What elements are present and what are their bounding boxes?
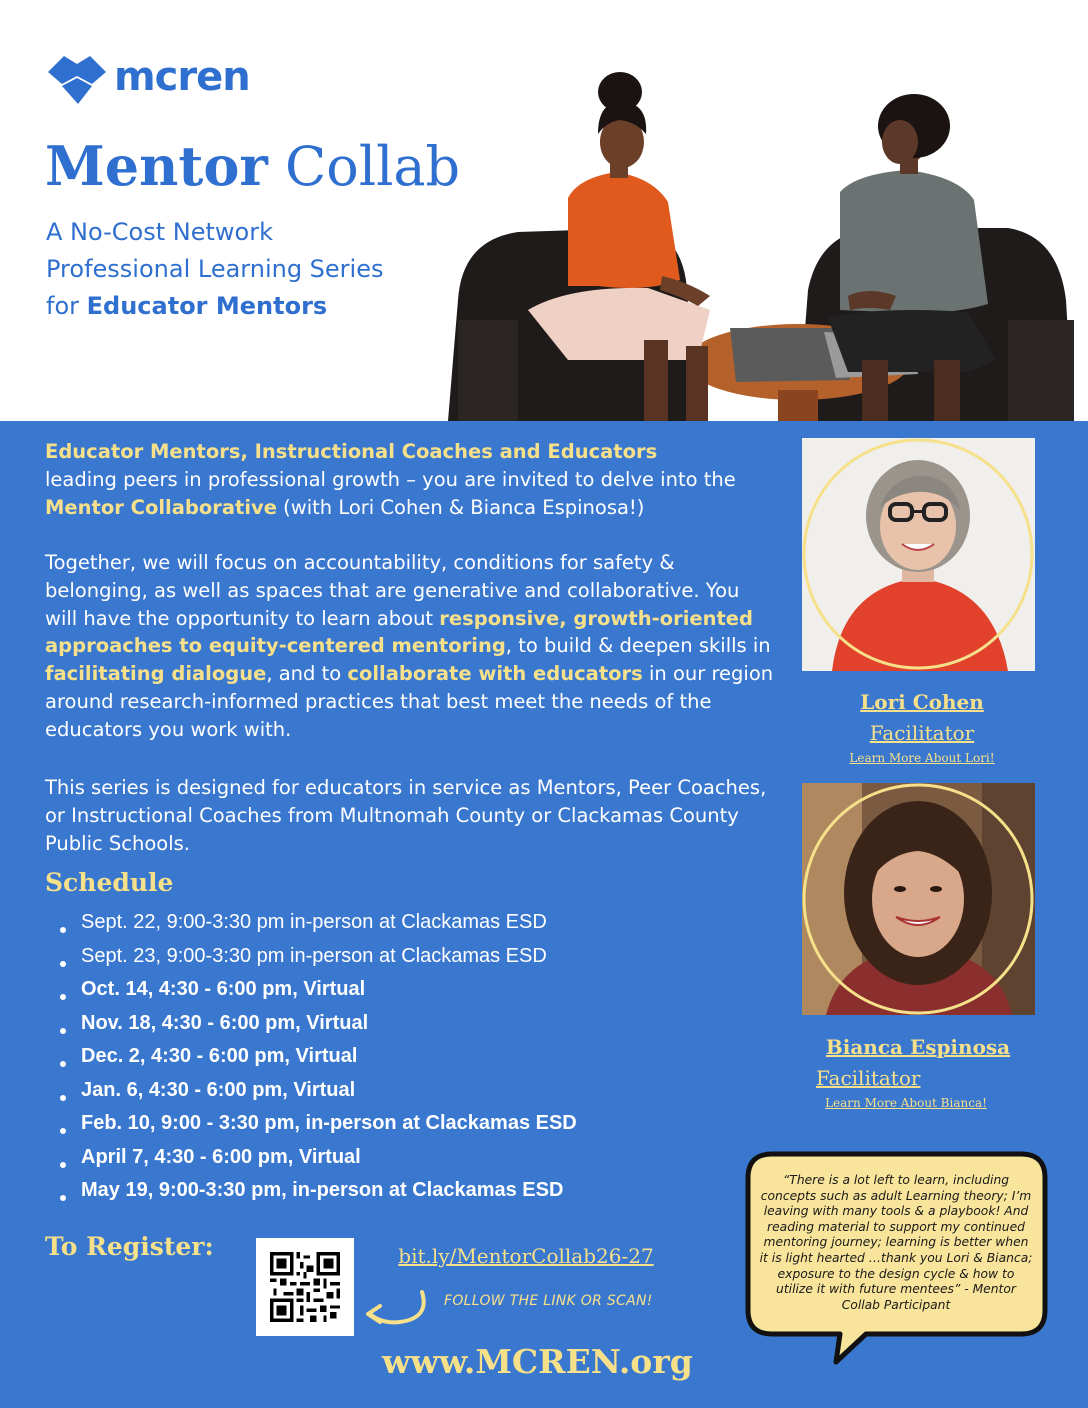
curved-arrow-icon xyxy=(360,1284,432,1330)
schedule-item: Dec. 2, 4:30 - 6:00 pm, Virtual xyxy=(58,1042,577,1076)
details-text-2: , to build & deepen skills in xyxy=(505,634,771,658)
schedule-item: May 19, 9:00-3:30 pm, in-person at Clackamas ESD xyxy=(58,1176,577,1210)
learn-more-bianca-link[interactable]: Learn More About Bianca! xyxy=(825,1096,987,1110)
subtitle-audience: Educator Mentors xyxy=(86,292,328,320)
schedule-heading: Schedule xyxy=(45,868,174,897)
schedule-item: Sept. 22, 9:00-3:30 pm in-person at Clackamas ESD xyxy=(58,908,577,942)
facilitator-photo-lori xyxy=(802,438,1035,671)
intro-audience: Educator Mentors, Instructional Coaches and Educators xyxy=(45,440,658,463)
mcren-logo[interactable] xyxy=(48,50,250,104)
mcren-logo-icon xyxy=(48,50,106,104)
schedule-list xyxy=(58,908,577,1210)
participant-quote: “There is a lot left to learn, including concepts such as adult Learning theory; I’m leaving with many tools & a playbook! And reading material to support my continued mentoring journey; learning is better when it is light hearted …thank you Lori & Bianca; exposure to the design cycle & how to utilize it with future mentees” - Mentor Collab Participant xyxy=(759,1173,1033,1312)
details-highlight-2: facilitating dialogue xyxy=(45,662,267,686)
intro-paragraph xyxy=(45,438,775,521)
facilitator-photo-bianca xyxy=(802,783,1035,1015)
logo-text: mcren xyxy=(114,54,250,100)
schedule-item: Jan. 6, 4:30 - 6:00 pm, Virtual xyxy=(58,1076,577,1110)
intro-text-1: leading peers in professional growth – you are invited to delve into the xyxy=(45,467,736,491)
learn-more-lori-link[interactable]: Learn More About Lori! xyxy=(849,751,995,765)
details-highlight-3: collaborate with educators xyxy=(347,662,643,686)
schedule-item: Sept. 23, 9:00-3:30 pm in-person at Clackamas ESD xyxy=(58,942,577,976)
details-text-3: , and to xyxy=(266,662,342,686)
details-highlight-1: responsive, growth-oriented approaches to equity-centered mentoring xyxy=(45,606,753,658)
bianca-portrait-icon xyxy=(802,783,1035,1015)
website-link[interactable]: www.MCREN.org xyxy=(382,1342,693,1381)
title-light: Collab xyxy=(284,135,461,198)
header xyxy=(0,0,1088,421)
facilitator-name-bianca[interactable]: Bianca Espinosa xyxy=(825,1035,1011,1059)
page-title xyxy=(45,134,460,198)
schedule-item: Oct. 14, 4:30 - 6:00 pm, Virtual xyxy=(58,975,577,1009)
intro-text-2: (with Lori Cohen & Bianca Espinosa!) xyxy=(283,495,645,519)
qr-code[interactable] xyxy=(256,1238,354,1336)
subtitle-line-1: A No-Cost Network xyxy=(46,218,273,246)
subtitle-line-2: Professional Learning Series xyxy=(46,255,384,283)
intro-program-name: Mentor Collaborative xyxy=(45,495,277,519)
hero-photo xyxy=(448,60,1088,421)
subtitle-line-3 xyxy=(46,288,384,325)
subtitle-prefix: for xyxy=(46,292,79,320)
register-label: To Register: xyxy=(45,1232,214,1261)
schedule-item: Nov. 18, 4:30 - 6:00 pm, Virtual xyxy=(58,1009,577,1043)
details-paragraph xyxy=(45,549,775,744)
title-bold: Mentor xyxy=(45,134,268,198)
qr-code-icon xyxy=(270,1252,340,1322)
schedule-item: Feb. 10, 9:00 - 3:30 pm, in-person at Clackamas ESD xyxy=(58,1109,577,1143)
lori-portrait-icon xyxy=(802,438,1035,671)
facilitator-name-lori[interactable]: Lori Cohen xyxy=(860,690,984,714)
schedule-item: April 7, 4:30 - 6:00 pm, Virtual xyxy=(58,1143,577,1177)
details-text-1: Together, we will focus on accountability, conditions for safety & belonging, as well as spaces that are generative and collaborative. You will have the opportunity to learn about xyxy=(45,551,740,630)
facilitator-role-bianca: Facilitator xyxy=(816,1066,921,1090)
details-text-4: in our region around research-informed practices that best meet the needs of the educators you work with. xyxy=(45,662,774,741)
registration-link[interactable]: bit.ly/MentorCollab26-27 xyxy=(398,1244,654,1268)
eligibility-paragraph: This series is designed for educators in service as Mentors, Peer Coaches, or Instructional Coaches from Multnomah County or Clackamas County Public Schools. xyxy=(45,776,767,855)
follow-instruction: FOLLOW THE LINK OR SCAN! xyxy=(444,1293,653,1309)
facilitator-role-lori: Facilitator xyxy=(869,721,975,745)
subtitle xyxy=(46,214,384,325)
